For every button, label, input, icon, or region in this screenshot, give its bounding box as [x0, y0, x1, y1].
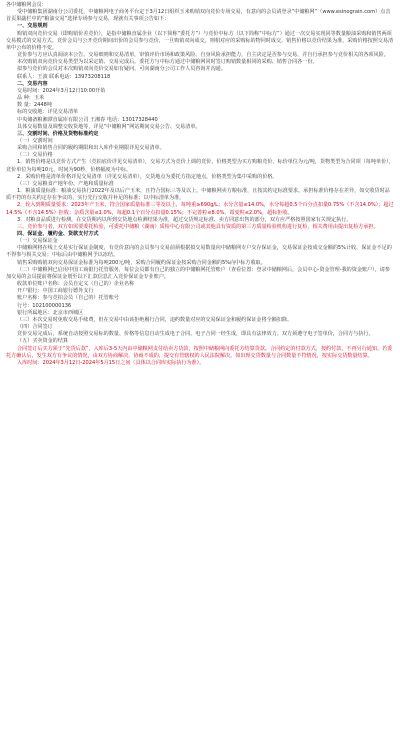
delivery-time-text: 采购合同和销售合同的履约期限和出入库作业期限详见交易清单。: [17, 145, 165, 152]
bank-info-5: 银行所属地区：北京市西城区: [17, 309, 84, 316]
deposit-text: 中储粮网将在线上交易实行保证金制度，有竞价意向的会员参与交易前须根据拟交易数量向中储粮网专户交存保证金，交易保证金按成交金额的5%计收，保证金不足的不得参与相关交易；中标后由中储粮网予以冻结。: [6, 245, 392, 259]
delivery-time-heading: （一）交割时间: [17, 137, 53, 144]
greeting: 各中储粮网会员：: [6, 2, 47, 8]
price-item-2: 2．采购价格是清单价格详见交易清单（详见交易清单），交货地点为委托方指定地点，价格类型为集中采购的价格。: [17, 173, 278, 180]
quality-item-2: 2．轮入到期质量要求：2023年产玉米，符合国家质量标准三等及以上，每吨重≥690g/L；水分含量≤14.0%，水分每超0.5个百分点扣量0.75%（不含14.0%）；超过14.5%（不含14.5%）拒收；杂质含量≤1.0%，每超0.1个百分点扣量0.15%；不完善粒≤8.0%，霉变粒≤2.0%，超标拒收。: [6, 202, 394, 216]
section-3-title: 三、交割时间、价格及货物标准约定: [17, 130, 99, 137]
contact-line: 联系人：王波 联系电话：13973208118: [17, 73, 111, 80]
trade-time: 交易时间：2024年3月12日10:00开始: [17, 87, 106, 94]
quality-heading: （三）交易粮食产地年份、产地和质量标准: [17, 180, 114, 187]
contract-text: 竞价交易完成后，系统自动按照交易标的数量、价格等信息自动生成电子合同。电子合同一经生成，即具有法律效力。双方须遵守电子签单价，合同方与执行。: [17, 331, 374, 338]
delivery-location: 标的交收地：详见交易清单: [17, 109, 79, 116]
section-4-title: 四、保证金、履约金、货款支付方式: [17, 231, 99, 237]
intro-paragraph: 受中储粮集团湖南分公司委托，中储粮网电子商务平台定于3月12日组织玉米购销双向竞价专场交易，有意向的会员请登录“中储粮网”（www.esinograin.com）点击首页果蔬栏中的“粮油交易”选择专场参与交易，现就有关事项公告如下：: [6, 9, 391, 23]
bank-info-4: 行号：102100000136: [17, 302, 72, 309]
section-2-title: 二、交易内容: [17, 80, 48, 87]
price-item-1: 1．销售价格是以竞价方式产生（竞拍底价详见交易清单），交易方式为竞价上调的竞价，价格类型为买方购粮竞价，标价单位为元/吨，货物类型为合同项（每吨单价），竞价单位为每吨10元，时间为90秒，价格幅度为中标。: [6, 159, 394, 173]
section-1-paragraph-3: 本次购销双向竞价交易类型为以采定销、交易完成后，委托方与中标方通过中储粮网同时签订购销数量相同的采购、销售合同各一份。: [17, 59, 318, 66]
quality-item-3: 3．对粮食品质进行检测，在交货期内以所到交货地点检测结果为准，超过交货规定标准、卖方同意出售的部分，双方应严格按照国家有关规定执行。: [17, 216, 352, 223]
entry-time: 入库时间：2024年3月12日-2024年5月15日之间（具体以合同库实际执行为准）。: [17, 359, 205, 366]
recheck-note: 三、竞价参与者，双方如需要委托检验，可委托中储粮（湖南）质检中心有限公司或其他具有资质的第三方质量检验机构进行复检，相关费用由提出复检方承担。: [17, 223, 379, 230]
fee-text: （三）本次交易时免收交易手续费，但在交易中由该拒绝履行合同，违约数量对应的交易保证金和履约保证金将全额扣除。: [17, 316, 293, 323]
escrow-text: （二）中储粮网已启用中国工商银行托管服务，每位会员都有自己的独立的中储粮网托管账户（查看位置：登录中储粮网后，会员中心-资金管理-我的资金账户），请参加交易的会员提前将保证金划至以下汇款信息汇入竞价保证金专业账户。: [6, 266, 390, 280]
quantity: 数 量：2448吨: [17, 102, 52, 109]
price-heading: （二）交易价格: [17, 152, 53, 159]
settlement-text: 合同签订后买方须于“先货后款”，入库后3-5天内由中储粮网支付给卖方货款，按照中储粮网向委托方结算货款。合同约定的付款方式，按约付款，不再另行通知。若委托方确认后，发生双方有争议的情况，由双方协商解决，协商不成的，提交有管辖权的人民法院解决。如出现交货数量与合同数量不符情况，按实际交货数量结算。: [6, 345, 393, 359]
section-1-title: 一、交易规则: [17, 23, 48, 30]
detail-note: 具体交易数量及调整交收货地等，详见“中储粮网”网站期间交易公告、交易清单。: [17, 123, 201, 130]
settlement-heading: （五）买卖资金的结算: [17, 338, 68, 345]
section-1-paragraph-1: 购销双向竞价交易（即购销价差竞价），是指中储粮直属企业（以下简称“委托方”）与竞价中标方（以下简称“中标方”）通过一次交易实现同等数量粮油采购和销售两项交易模式的交易方式。竞价会员与公开竞价期间出价的会员参与竞价，一旦购销双向成交，则相对应的采购标的物同时成交。销售价格以竞价结果为准，采购价格按照交易清单中公布的价格不变。: [6, 30, 394, 51]
quality-item-1: 1．粮油质量标准：粮油交易执行2022年及以后产玉米，且符合国标三等及以上，中储粮网卖方粮标准，且按其约定标准要求，承担标准价格存在差异，如交收货时品质不符的有关约定存在争议的，实行先行交收并补足的标准；以中标清单为准。: [6, 188, 390, 202]
deposit-text-2: 销售采购购销双向交易保证金标准为每吨200元/吨，采购合同履约保证金按采购合同金额的5%向中标方收取。: [17, 259, 266, 266]
variety: 品 种：玉米: [17, 95, 45, 102]
bank-info-3: 账户名称：参与竞拍会员（自己的）托管账号: [17, 295, 119, 302]
bank-info-2: 开户银行：中国工商银行德外支行: [17, 288, 94, 295]
contract-heading: （四）合同签订: [17, 324, 53, 331]
deposit-heading: （一）交易保证金: [17, 238, 58, 245]
seller-line: 中央储备粮湘潭直属库有限公司 王湘春 电话：13017328440: [17, 116, 158, 123]
bank-info-1: 收款单位账户名称：会员自定义（自己的）企业名称: [17, 281, 135, 288]
section-1-paragraph-4: 拟参与竞价的会员对本次购销双向竞价交易如有疑问，可向湖南分公司工作人员咨询并沟通。: [17, 66, 226, 73]
section-1-paragraph-2: 竞价参与方应认真阅读本公告、交易细则和交易清单，审慎评价市场和政策风险、自身风险承担能力，自主决定是否参与交易，并自行承担参与竞价相关的各项风险。: [17, 52, 389, 59]
